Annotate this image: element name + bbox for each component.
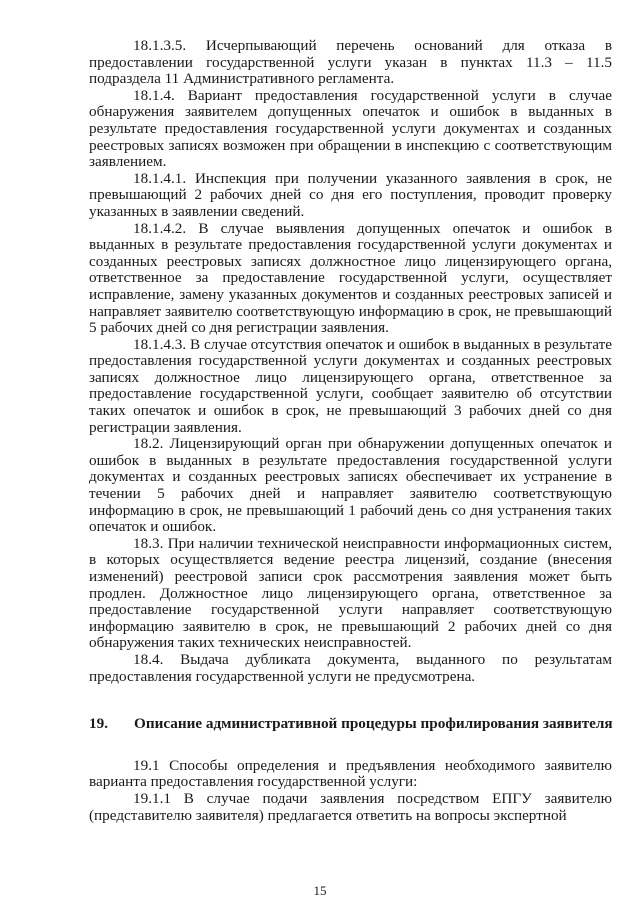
- paragraph-19-1-1: 19.1.1 В случае подачи заявления посредством ЕПГУ заявителю (представителю заявителя) предлагается ответить на вопросы экспертной: [89, 789, 612, 824]
- paragraph-18-2: 18.2. Лицензирующий орган при обнаружении допущенных опечаток и ошибок в выданных в результате предоставления государственной услуги документах и созданных реестровых записях обеспечивает их устранение в течении 5 рабочих дней и направляет заявителю соответствующую информацию в срок, не превышающий 1 рабочий день со дня устранения таких опечаток и ошибок.: [89, 435, 612, 536]
- paragraph-19-1: 19.1 Способы определения и предъявления необходимого заявителю варианта предоставления государственной услуги:: [89, 756, 612, 791]
- paragraph-18-1-4: 18.1.4. Вариант предоставления государственной услуги в случае обнаружения заявителем допущенных опечаток и ошибок в выданных в результате предоставления государственной услуги документах и созданных реестровых записях возможен при обращении в инспекцию с соответствующим заявлением.: [89, 86, 612, 171]
- document-page: [89, 38, 612, 824]
- section-title: Описание административной процедуры профилирования заявителя: [134, 715, 613, 733]
- section-number: 19.: [89, 715, 108, 733]
- paragraph-18-3: 18.3. При наличии технической неисправности информационных систем, в которых осуществляется ведение реестра лицензий, создание (внесения изменений) реестровой записи срок рассмотрения заявления может быть продлен. Должностное лицо лицензирующего органа, ответственное за предоставление государственной услуги направляет соответствующую информацию заявителю в срок, не превышающий 2 рабочих дней со дня обнаружения таких технических неисправностей.: [89, 534, 612, 652]
- paragraph-18-1-3-5: 18.1.3.5. Исчерпывающий перечень оснований для отказа в предоставлении государственной услуги указан в пунктах 11.3 – 11.5 подраздела 11 Административного регламента.: [89, 37, 612, 88]
- paragraph-18-4: 18.4. Выдача дубликата документа, выданного по результатам предоставления государственной услуги не предусмотрена.: [89, 650, 612, 685]
- paragraph-18-1-4-3: 18.1.4.3. В случае отсутствия опечаток и ошибок в выданных в результате предоставления государственной услуги документах и созданных реестровых записях должностное лицо лицензирующего органа, ответственное за предоставление государственной услуги, сообщает заявителю об отсутствии таких опечаток и ошибок в срок, не превышающий 3 рабочих дней со дня регистрации заявления.: [89, 335, 612, 436]
- paragraph-18-1-4-2: 18.1.4.2. В случае выявления допущенных опечаток и ошибок в выданных в результате предоставления государственной услуги документах и созданных реестровых записях должностное лицо лицензирующего органа, ответственное за предоставление государственной услуги, осуществляет исправление, замену указанных документов и созданных реестровых записей и направляет заявителю соответствующую информацию в срок, не превышающий 5 рабочих дней со дня регистрации заявления.: [89, 219, 612, 337]
- paragraph-18-1-4-1: 18.1.4.1. Инспекция при получении указанного заявления в срок, не превышающий 2 рабочих дней со дня его поступления, проводит проверку указанных в заявлении сведений.: [89, 169, 612, 220]
- page-number: 15: [313, 883, 327, 898]
- section-heading: [89, 716, 612, 733]
